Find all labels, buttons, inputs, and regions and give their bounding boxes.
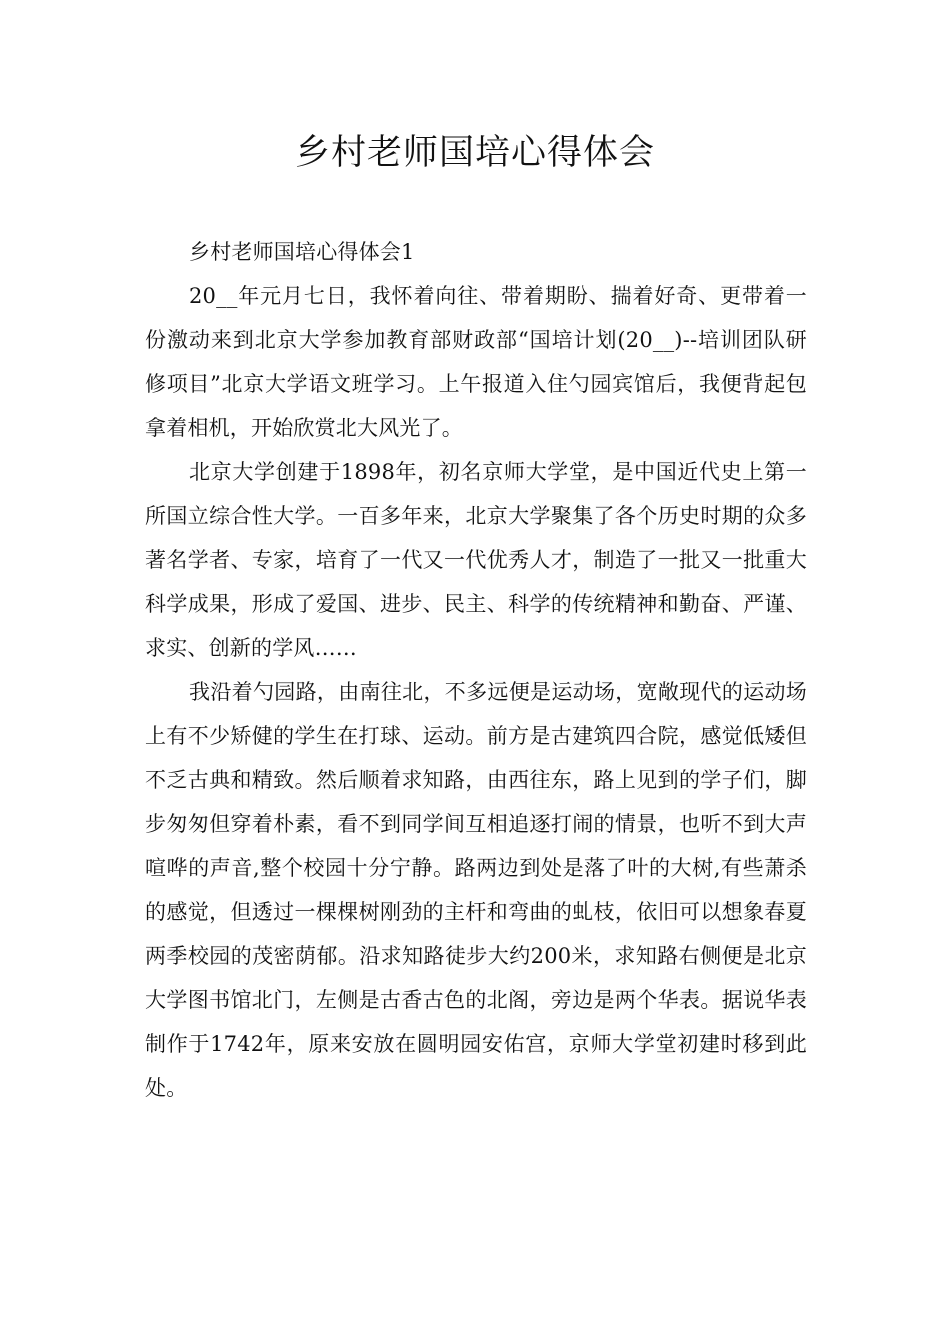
document-title: 乡村老师国培心得体会 [294,133,655,173]
section-heading: 乡村老师国培心得体会1 [189,240,415,264]
document-body [145,230,807,1110]
paragraph-2: 北京大学创建于1898年，初名京师大学堂，是中国近代史上第一所国立综合性大学。一百多年来，北京大学聚集了各个历史时期的众多著名学者、专家，培育了一代又一代优秀人才，制造了一批又一批重大科学成果，形成了爱国、进步、民主、科学的传统精神和勤奋、严谨、求实、创新的学风…… [145,460,807,660]
paragraph-3: 我沿着勺园路，由南往北，不多远便是运动场，宽敞现代的运动场上有不少矫健的学生在打球、运动。前方是古建筑四合院，感觉低矮但不乏古典和精致。然后顺着求知路，由西往东，路上见到的学子们，脚步匆匆但穿着朴素，看不到同学间互相追逐打闹的情景，也听不到大声喧哗的声音,整个校园十分宁静。路两边到处是落了叶的大树,有些萧杀的感觉，但透过一棵棵树刚劲的主杆和弯曲的虬枝，依旧可以想象春夏两季校园的茂密荫郁。沿求知路徒步大约200米，求知路右侧便是北京大学图书馆北门，左侧是古香古色的北阁，旁边是两个华表。据说华表制作于1742年，原来安放在圆明园安佑宫，京师大学堂初建时移到此处。 [145,680,807,1100]
paragraph-1: 20__年元月七日，我怀着向往、带着期盼、揣着好奇、更带着一份激动来到北京大学参加教育部财政部“国培计划(20__)--培训团队研修项目”北京大学语文班学习。上午报道入住勺园宾馆后，我便背起包拿着相机，开始欣赏北大风光了。 [145,284,807,440]
